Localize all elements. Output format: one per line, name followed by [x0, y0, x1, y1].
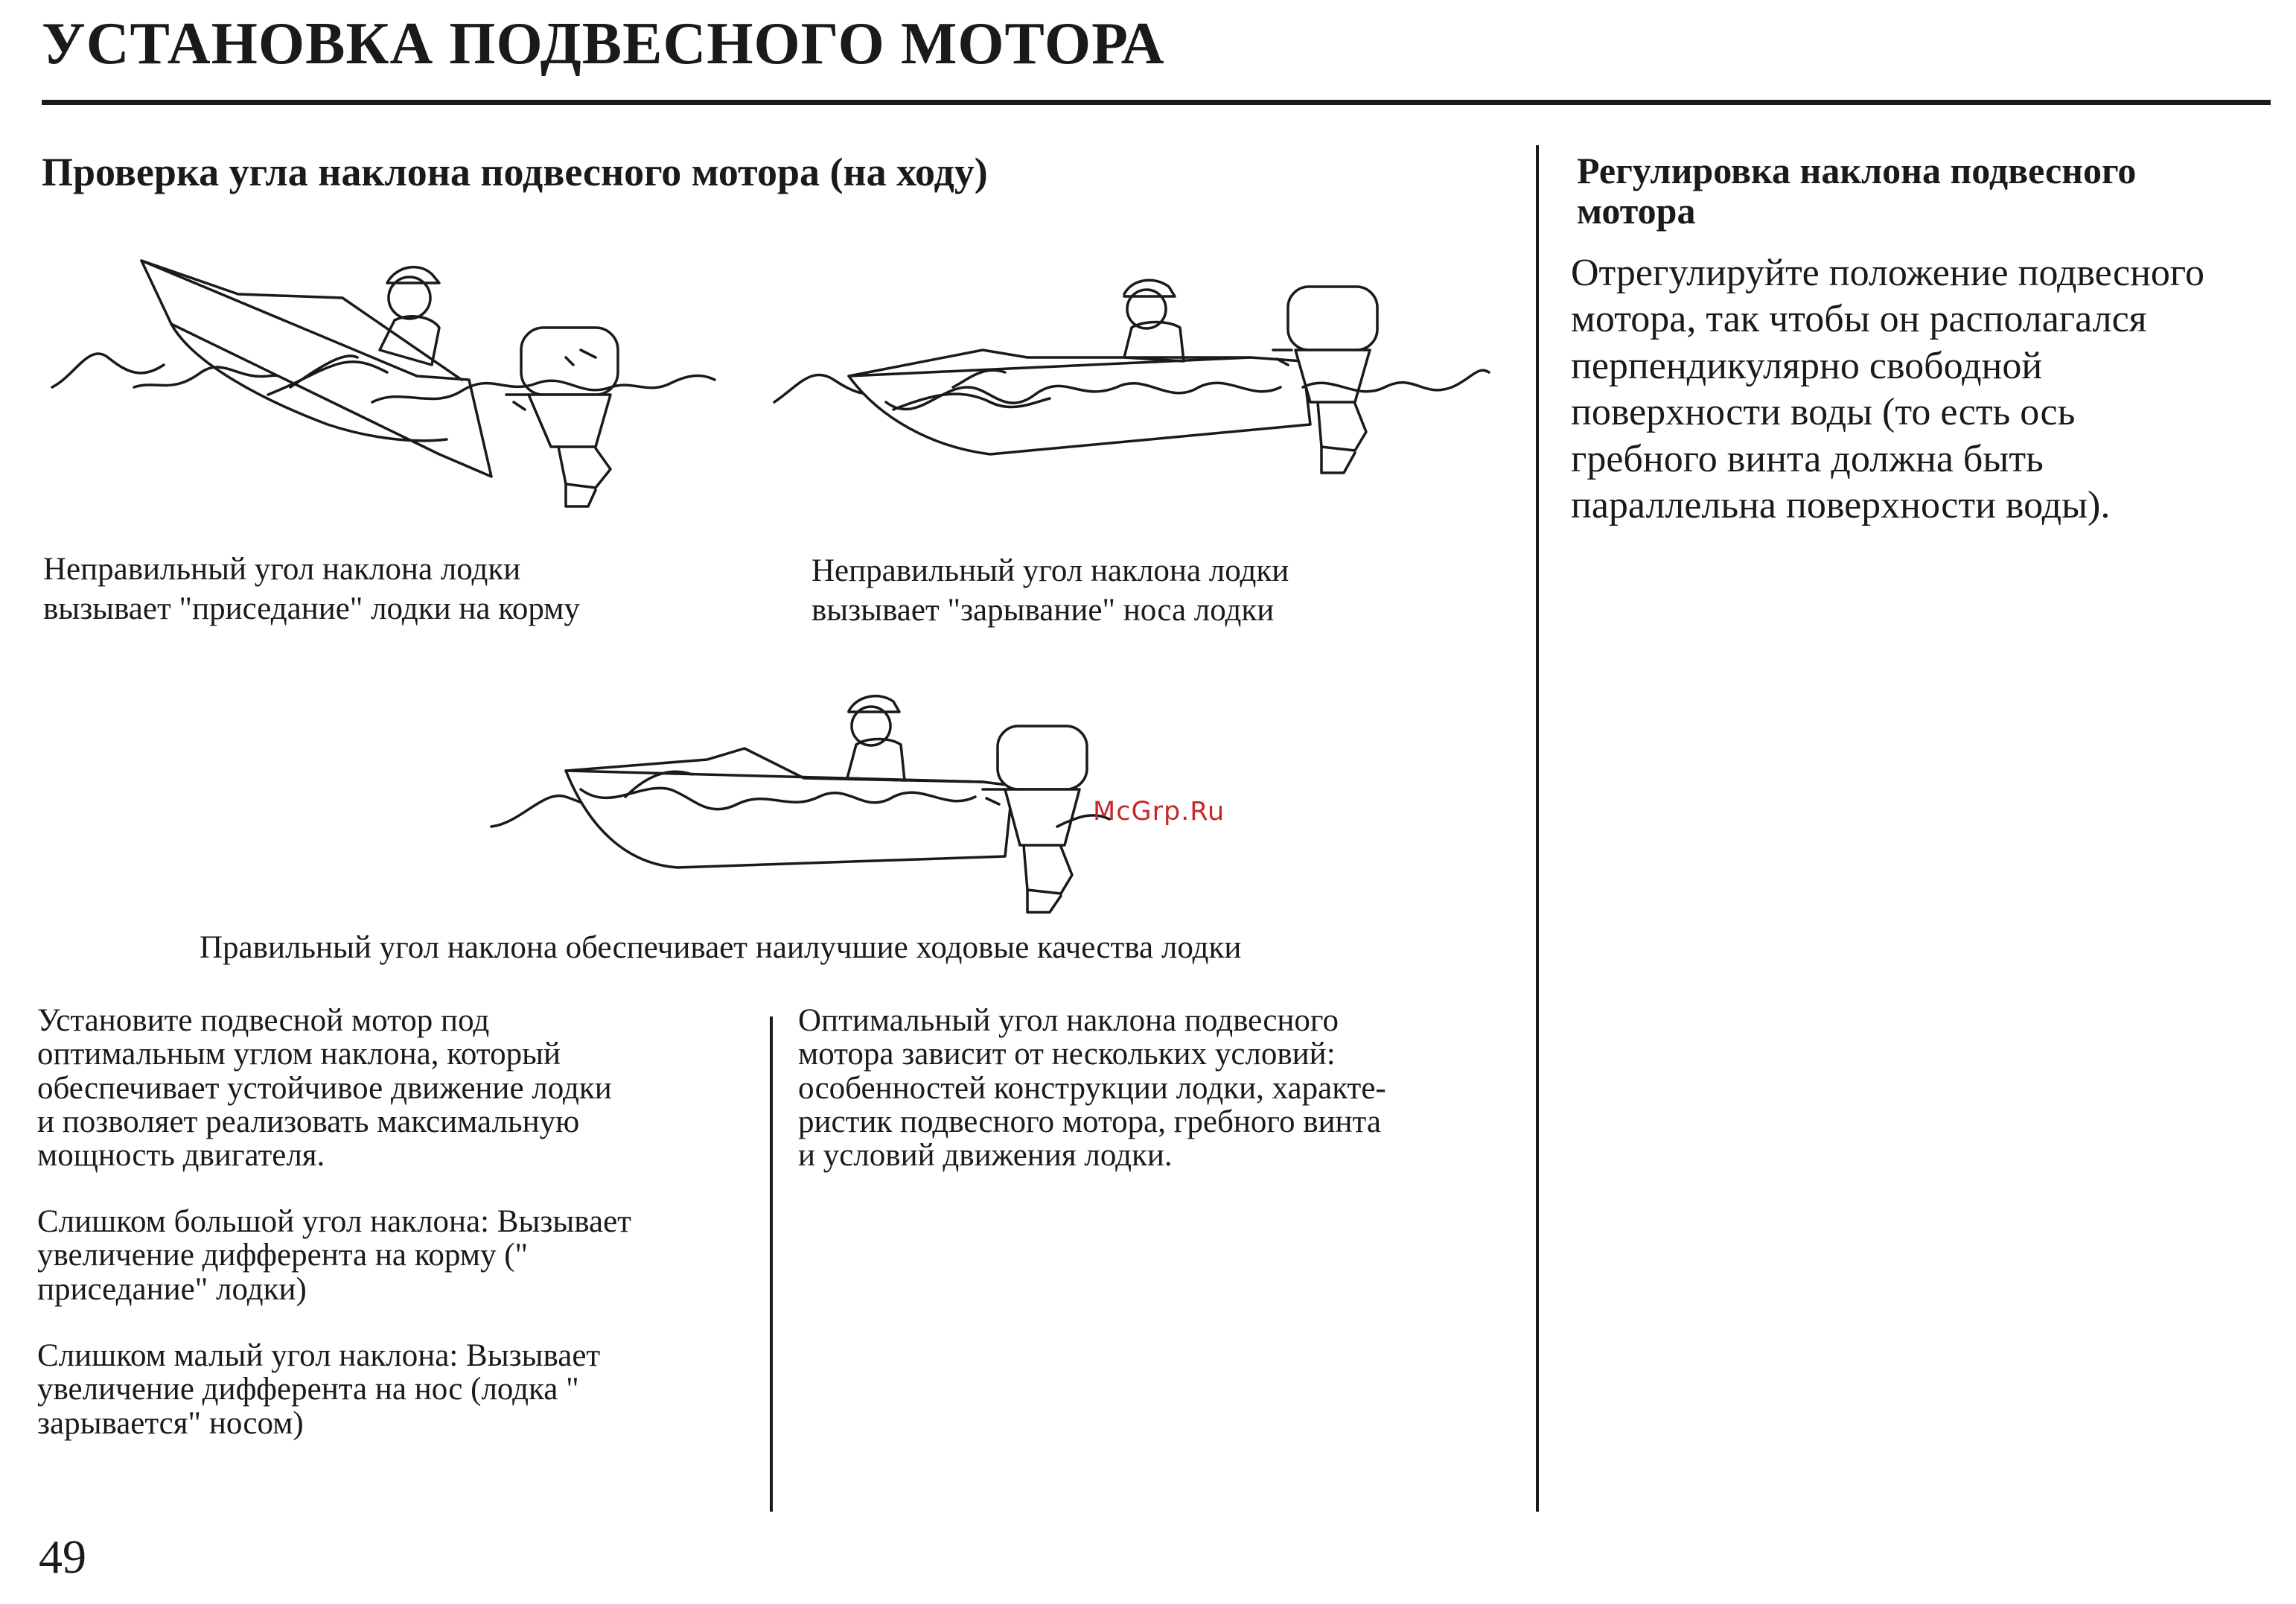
correct-caption: Правильный угол наклона обеспечивает наилучшие ходовые качества лодки [200, 930, 1242, 965]
text-line: поверхности воды (то есть ось [1571, 391, 2076, 434]
text-line: Оптимальный угол наклона подвесного [798, 1003, 1339, 1038]
text-line: мощность двигателя. [37, 1138, 325, 1174]
text-line: мотора зависит от нескольких условий: [798, 1037, 1336, 1072]
text-line: гребного винта должна быть [1571, 437, 2044, 480]
text-line: зарывается" носом) [37, 1405, 304, 1441]
text-line: и позволяет реализовать максимальную [37, 1104, 580, 1140]
text-line: мотора, так чтобы он располагался [1571, 298, 2147, 341]
page-title: УСТАНОВКА ПОДВЕСНОГО МОТОРА [42, 11, 1165, 77]
column-divider [770, 1016, 773, 1512]
plow-caption [811, 551, 1289, 631]
text-line: перпендикулярно свободной [1571, 344, 2043, 387]
right-section-heading [1577, 150, 2136, 231]
section-divider [1536, 145, 1539, 1512]
squat-illustration [45, 253, 744, 529]
text-line: приседание" лодки) [37, 1271, 307, 1307]
column1-para1 [37, 1004, 612, 1173]
watermark: McGrp.Ru [1093, 797, 1225, 827]
column2-para1 [798, 1004, 1386, 1173]
caption-line: вызывает "зарывание" носа лодки [811, 593, 1275, 628]
caption-line: вызывает "приседание" лодки на корму [43, 591, 580, 627]
text-line: параллельна поверхности воды). [1571, 483, 2111, 526]
text-line: увеличение дифферента на корму (" [37, 1238, 529, 1273]
heading-line: Регулировка наклона подвесного [1577, 150, 2137, 191]
correct-illustration [491, 685, 1132, 931]
text-line: Слишком малый угол наклона: Вызывает [37, 1338, 601, 1373]
plow-illustration [767, 276, 1496, 499]
text-line: ристик подвесного мотора, гребного винта [798, 1104, 1381, 1140]
text-line: Установите подвесной мотор под [37, 1003, 490, 1038]
squat-caption [43, 550, 580, 629]
column1-para3 [37, 1339, 600, 1440]
text-line: Отрегулируйте положение подвесного [1571, 252, 2204, 294]
left-section-heading: Проверка угла наклона подвесного мотора (на ходу) [42, 150, 988, 194]
text-line: обеспечивает устойчивое движение лодки [37, 1070, 612, 1106]
title-rule [42, 100, 2271, 105]
text-line: и условий движения лодки. [798, 1138, 1173, 1174]
text-line: оптимальным углом наклона, который [37, 1037, 561, 1072]
text-line: особенностей конструкции лодки, характе- [798, 1070, 1386, 1106]
caption-line: Неправильный угол наклона лодки [811, 553, 1289, 588]
caption-line: Неправильный угол наклона лодки [43, 552, 521, 587]
heading-line: мотора [1577, 190, 1696, 232]
page-number: 49 [39, 1530, 86, 1583]
text-line: Слишком большой угол наклона: Вызывает [37, 1204, 631, 1239]
text-line: увеличение дифферента на нос (лодка " [37, 1372, 579, 1407]
right-section-paragraph [1571, 250, 2204, 529]
column1-para2 [37, 1205, 631, 1306]
